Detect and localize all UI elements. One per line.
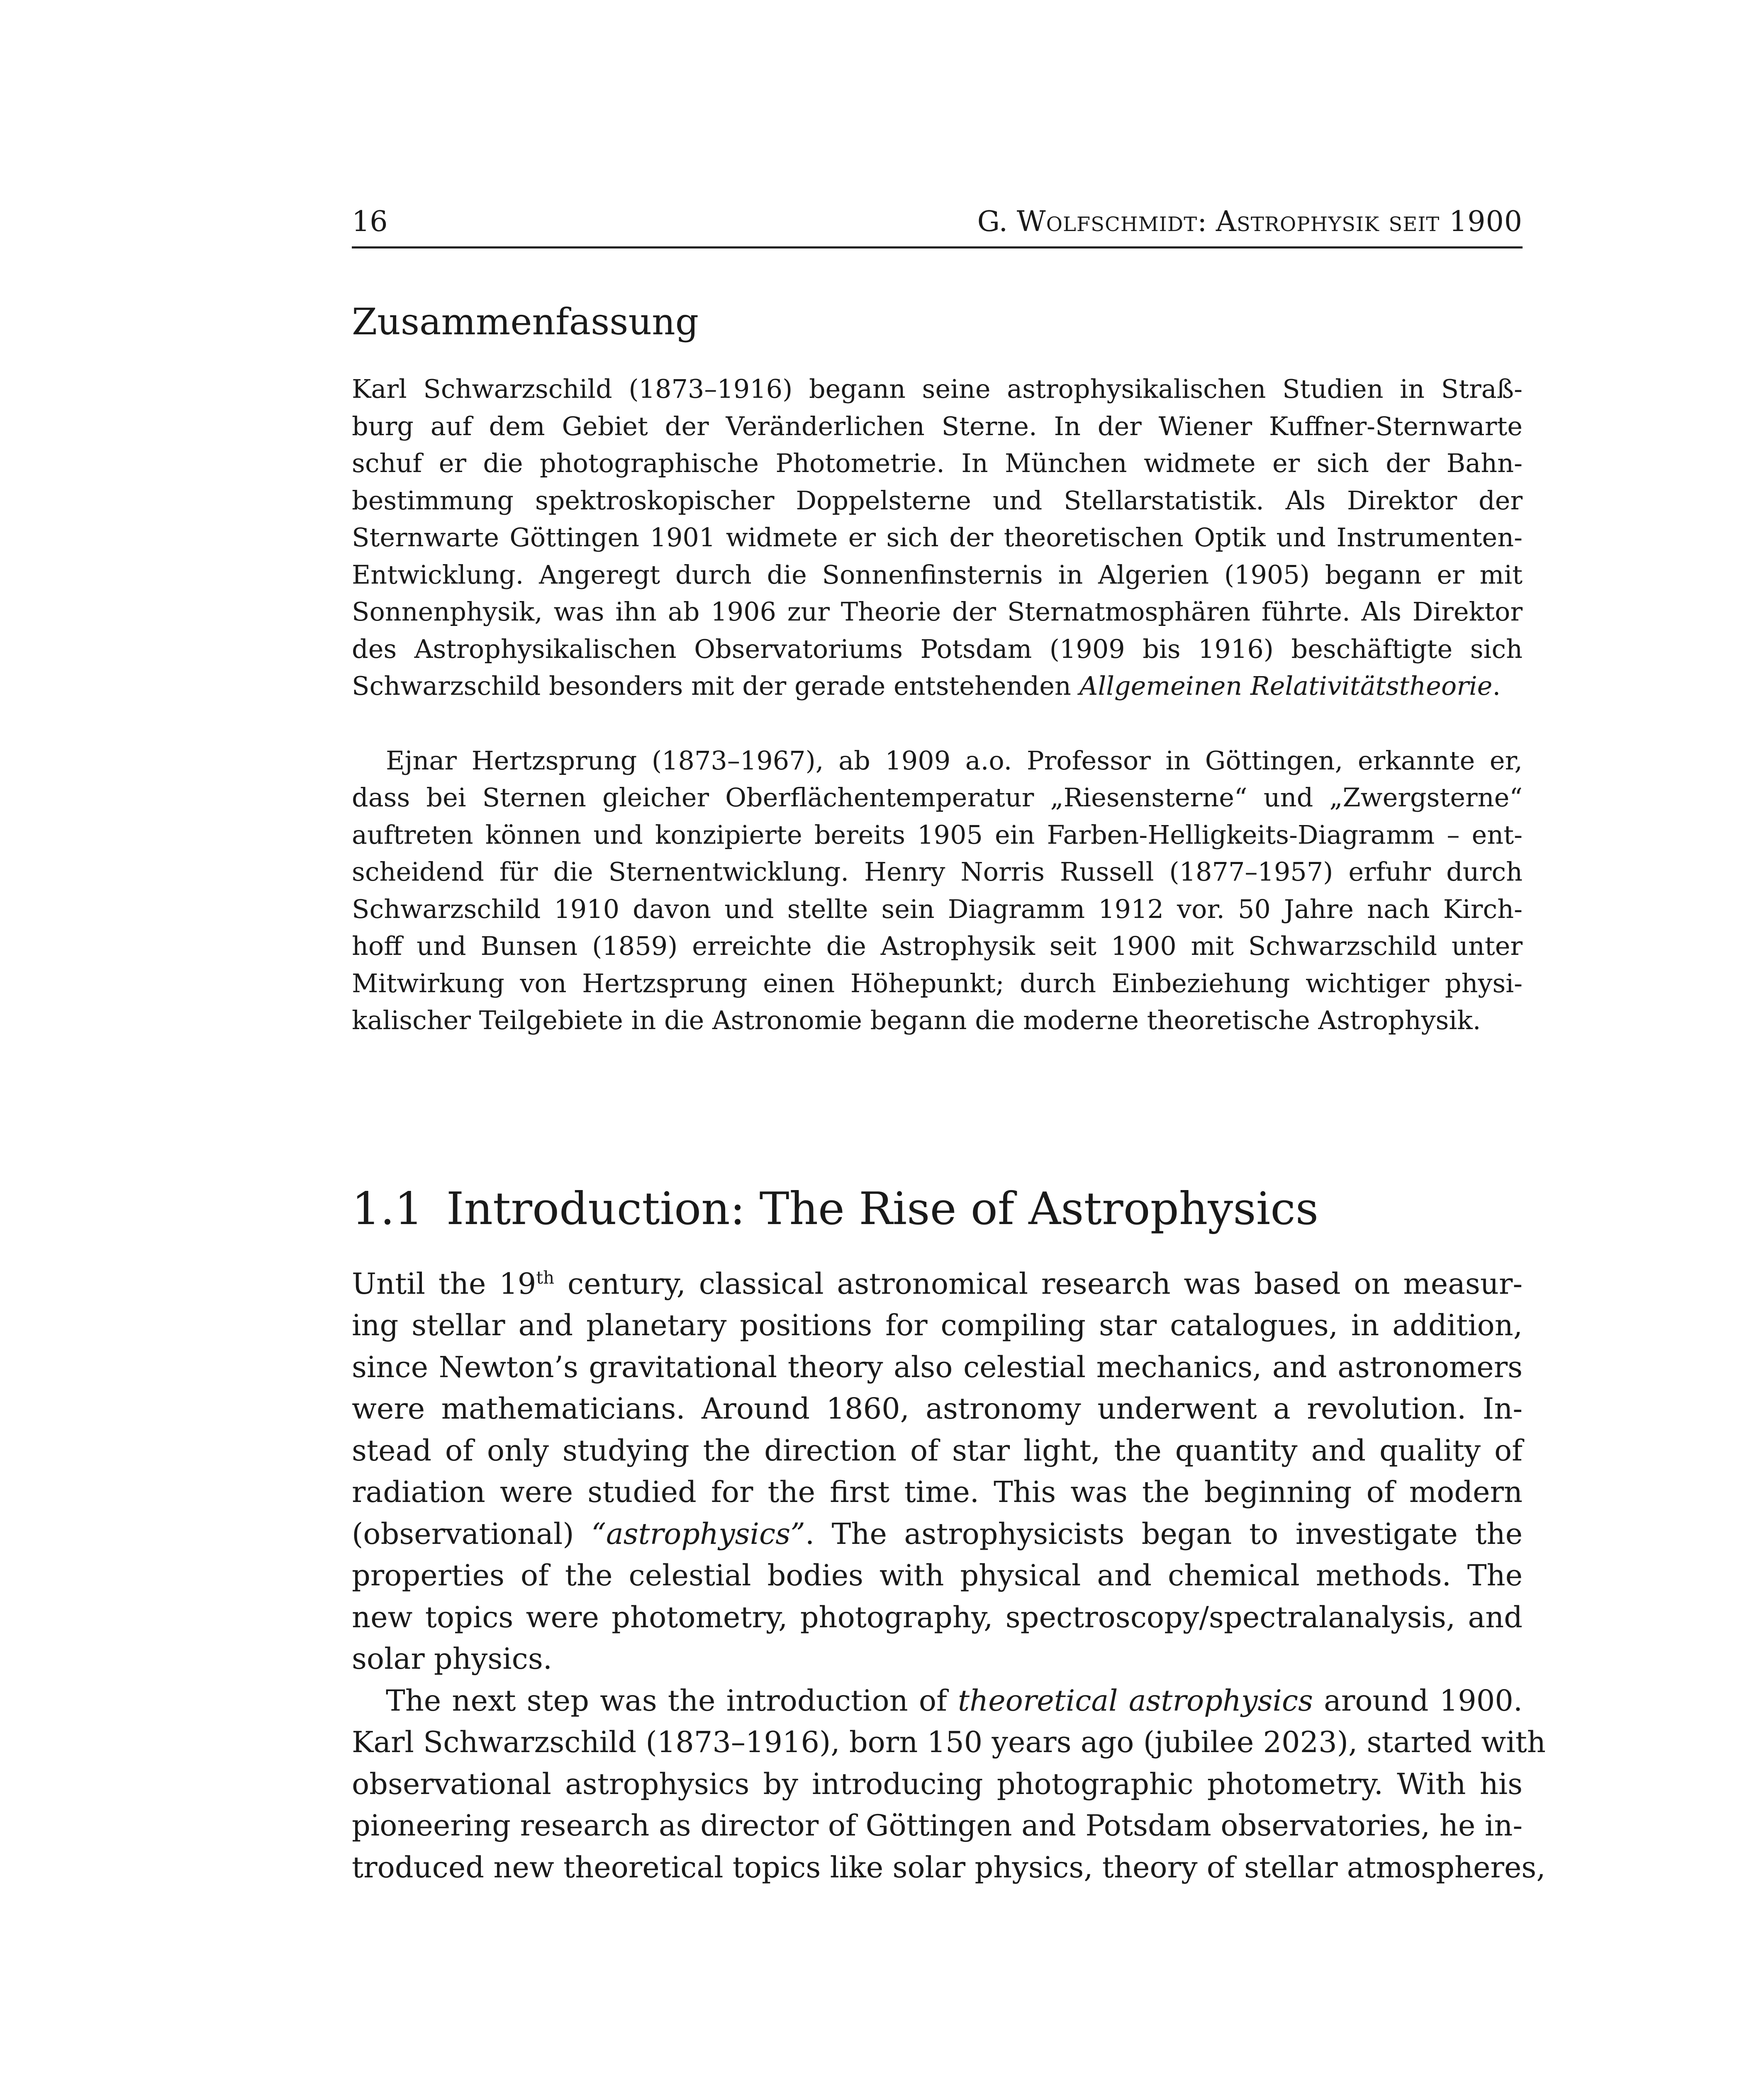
- text-line: Entwicklung. Angeregt durch die Sonnenfinsternis in Algerien (1905) begann er mit: [352, 559, 1523, 590]
- italic-term: Allgemeinen Relativitätstheorie: [1079, 671, 1493, 701]
- page: [352, 203, 1546, 1888]
- text-line: auftreten können und konzipierte bereits 1905 ein Farben-Helligkeits-Diagramm – ent-: [352, 819, 1523, 850]
- text-line: [352, 742, 1523, 779]
- text-line: [352, 1513, 1523, 1555]
- superscript: th: [536, 1267, 555, 1288]
- text-run: The next step was the introduction of: [386, 1683, 958, 1718]
- running-header: [352, 203, 1523, 248]
- running-title: [977, 203, 1523, 241]
- text-line: ing stellar and planetary positions for compiling star catalogues, in addition,: [352, 1308, 1523, 1342]
- section-number: 1.1: [352, 1183, 423, 1235]
- text-line: [352, 1263, 1523, 1305]
- text-run: (observational): [352, 1517, 592, 1551]
- text-line: Mitwirkung von Hertzsprung einen Höhepunkt; durch Einbeziehung wichtiger physi-: [352, 968, 1523, 998]
- section-title: Introduction: The Rise of Astrophysics: [446, 1183, 1319, 1235]
- section-heading: [352, 1182, 1523, 1236]
- text-line: dass bei Sternen gleicher Oberflächentemperatur „Riesensterne“ und „Zwergsterne“: [352, 782, 1523, 813]
- summary-heading: Zusammenfassung: [352, 300, 699, 343]
- text-line: [352, 1680, 1523, 1722]
- text-line: radiation were studied for the first time. This was the beginning of modern: [352, 1475, 1523, 1509]
- text-line: were mathematicians. Around 1860, astronomy underwent a revolution. In-: [352, 1392, 1523, 1426]
- text-line: [352, 667, 1523, 705]
- italic-term: “astrophysics”: [591, 1517, 805, 1551]
- text-line: des Astrophysikalischen Observatoriums Potsdam (1909 bis 1916) beschäftigte sich: [352, 633, 1523, 664]
- text-line: Schwarzschild 1910 davon und stellte sein Diagramm 1912 vor. 50 Jahre nach Kirch-: [352, 893, 1523, 924]
- text-line: hoff und Bunsen (1859) erreichte die Astrophysik seit 1900 mit Schwarzschild unter: [352, 931, 1523, 961]
- text-line: Karl Schwarzschild (1873–1916), born 150 years ago (jubilee 2023), started with: [352, 1725, 1546, 1759]
- text-line: scheidend für die Sternentwicklung. Henry Norris Russell (1877–1957) erfuhr durch: [352, 857, 1523, 887]
- author-initial: G.: [977, 205, 1017, 238]
- page-number: 16: [352, 205, 388, 238]
- text-line: burg auf dem Gebiet der Veränderlichen Sterne. In der Wiener Kuffner-Sternwarte: [352, 411, 1523, 441]
- text-line: Karl Schwarzschild (1873–1916) begann seine astrophysikalischen Studien in Straß-: [352, 374, 1523, 404]
- text-run: Ejnar Hertzsprung (1873–1967), ab 1909 a.o. Professor in Göttingen, erkannte er,: [386, 745, 1523, 776]
- text-line: troduced new theoretical topics like solar physics, theory of stellar atmospheres,: [352, 1850, 1546, 1884]
- text-line: stead of only studying the direction of star light, the quantity and quality of: [352, 1433, 1523, 1468]
- section-paragraph-2: [352, 1680, 1546, 1889]
- text-line: Sternwarte Göttingen 1901 widmete er sich der theoretischen Optik und Instrumenten-: [352, 522, 1523, 553]
- text-run: .: [1492, 671, 1501, 701]
- summary-paragraph-2: [352, 742, 1523, 1039]
- text-run: Until the 19: [352, 1266, 536, 1301]
- text-line: observational astrophysics by introducing photographic photometry. With his: [352, 1767, 1523, 1801]
- text-run: around 1900.: [1313, 1683, 1523, 1718]
- italic-term: theoretical astrophysics: [958, 1683, 1313, 1718]
- text-run: century, classical astronomical research was based on measur-: [554, 1266, 1523, 1301]
- author-name: Wolfschmidt: [1016, 205, 1198, 238]
- title-separator: :: [1197, 205, 1216, 238]
- text-line: solar physics.: [352, 1642, 553, 1676]
- summary-paragraph-1: [352, 370, 1523, 705]
- text-line: bestimmung spektroskopischer Doppelsterne und Stellarstatistik. Als Direktor der: [352, 485, 1523, 516]
- text-line: since Newton’s gravitational theory also celestial mechanics, and astronomers: [352, 1350, 1523, 1384]
- text-line: schuf er die photographische Photometrie. In München widmete er sich der Bahn-: [352, 448, 1523, 478]
- text-run: . The astrophysicists began to investigate the: [805, 1517, 1523, 1551]
- text-line: pioneering research as director of Göttingen and Potsdam observatories, he in-: [352, 1809, 1523, 1843]
- text-line: new topics were photometry, photography, spectroscopy/spectralanalysis, and: [352, 1600, 1523, 1634]
- section-paragraph-1: [352, 1263, 1523, 1680]
- text-line: Sonnenphysik, was ihn ab 1906 zur Theorie der Sternatmosphären führte. Als Direktor: [352, 596, 1523, 627]
- text-line: kalischer Teilgebiete in die Astronomie begann die moderne theoretische Astrophysik.: [352, 1005, 1481, 1035]
- running-title-text: Astrophysik seit 1900: [1216, 205, 1523, 238]
- text-run: Schwarzschild besonders mit der gerade entstehenden: [352, 671, 1079, 701]
- text-line: properties of the celestial bodies with physical and chemical methods. The: [352, 1558, 1523, 1592]
